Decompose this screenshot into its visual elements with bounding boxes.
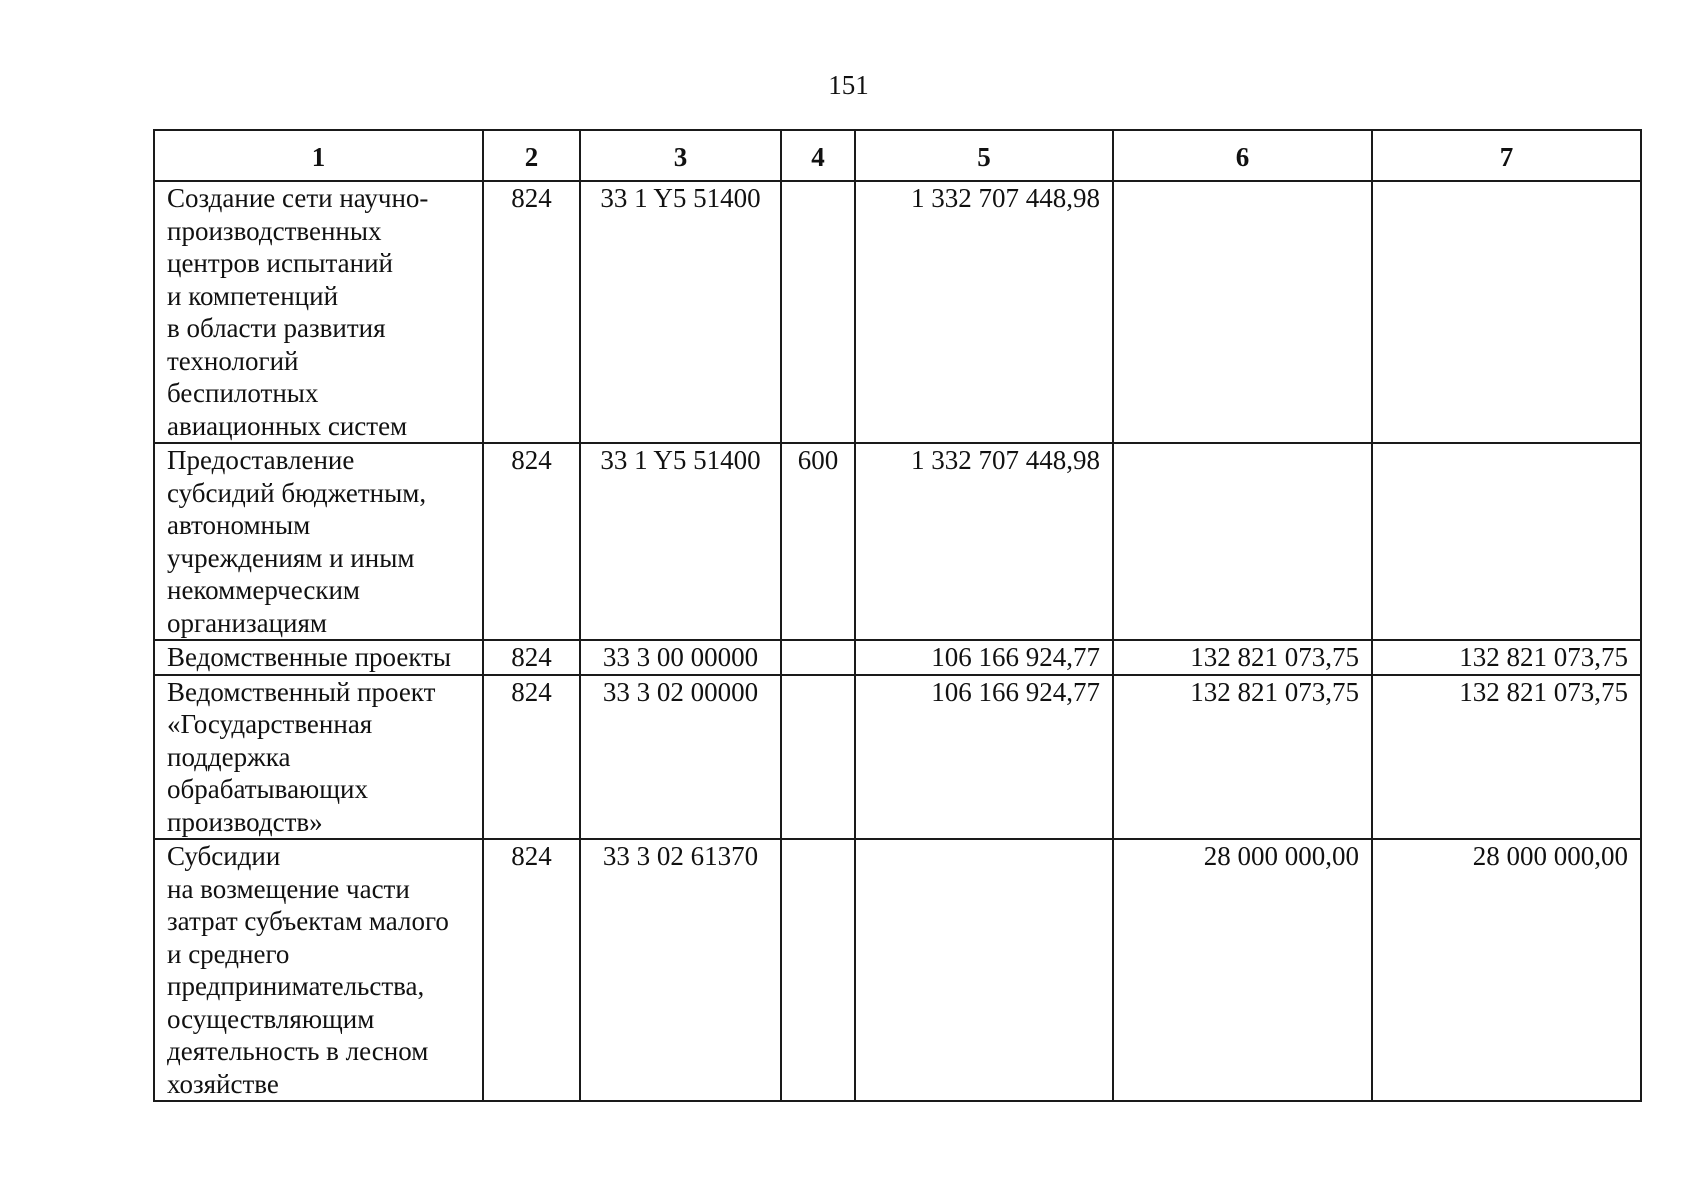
row-col-3: 33 1 Y5 51400 <box>580 181 781 443</box>
row-name: Создание сети научно- производственных центров испытаний и компетенций в области развития технологий беспилотных авиационных систем <box>154 181 483 443</box>
row-name: Ведомственный проект «Государственная поддержка обрабатывающих производств» <box>154 675 483 840</box>
row-col-2: 824 <box>483 640 580 675</box>
row-col-2: 824 <box>483 443 580 640</box>
row-col-2: 824 <box>483 181 580 443</box>
row-col-6: 28 000 000,00 <box>1113 839 1372 1101</box>
row-col-5: 1 332 707 448,98 <box>855 443 1113 640</box>
table-row <box>154 640 1641 675</box>
page-number: 151 <box>828 70 869 100</box>
row-col-6 <box>1113 181 1372 443</box>
row-col-7 <box>1372 443 1641 640</box>
header-col-7: 7 <box>1372 130 1641 181</box>
header-col-2: 2 <box>483 130 580 181</box>
row-col-6 <box>1113 443 1372 640</box>
header-col-5: 5 <box>855 130 1113 181</box>
header-row <box>154 130 1641 181</box>
row-col-7: 28 000 000,00 <box>1372 839 1641 1101</box>
row-col-6: 132 821 073,75 <box>1113 675 1372 840</box>
header-col-4: 4 <box>781 130 855 181</box>
budget-table <box>153 129 1642 1102</box>
row-col-7: 132 821 073,75 <box>1372 675 1641 840</box>
row-name: Предоставление субсидий бюджетным, автономным учреждениям и иным некоммерческим организациям <box>154 443 483 640</box>
row-col-4: 600 <box>781 443 855 640</box>
row-col-5: 106 166 924,77 <box>855 675 1113 840</box>
header-col-6: 6 <box>1113 130 1372 181</box>
row-col-3: 33 3 02 00000 <box>580 675 781 840</box>
row-col-3: 33 3 00 00000 <box>580 640 781 675</box>
table-row <box>154 181 1641 443</box>
row-col-5: 106 166 924,77 <box>855 640 1113 675</box>
table-row <box>154 675 1641 840</box>
row-col-6: 132 821 073,75 <box>1113 640 1372 675</box>
table-row <box>154 839 1641 1101</box>
row-col-3: 33 3 02 61370 <box>580 839 781 1101</box>
row-col-5: 1 332 707 448,98 <box>855 181 1113 443</box>
row-col-4 <box>781 181 855 443</box>
row-col-4 <box>781 675 855 840</box>
header-col-1: 1 <box>154 130 483 181</box>
row-col-2: 824 <box>483 675 580 840</box>
row-col-4 <box>781 640 855 675</box>
row-col-2: 824 <box>483 839 580 1101</box>
row-col-3: 33 1 Y5 51400 <box>580 443 781 640</box>
row-col-7: 132 821 073,75 <box>1372 640 1641 675</box>
table-row <box>154 443 1641 640</box>
row-name: Субсидии на возмещение части затрат субъектам малого и среднего предпринимательства, осуществляющим деятельность в лесном хозяйстве <box>154 839 483 1101</box>
row-col-5 <box>855 839 1113 1101</box>
row-col-7 <box>1372 181 1641 443</box>
row-col-4 <box>781 839 855 1101</box>
row-name: Ведомственные проекты <box>154 640 483 675</box>
header-col-3: 3 <box>580 130 781 181</box>
